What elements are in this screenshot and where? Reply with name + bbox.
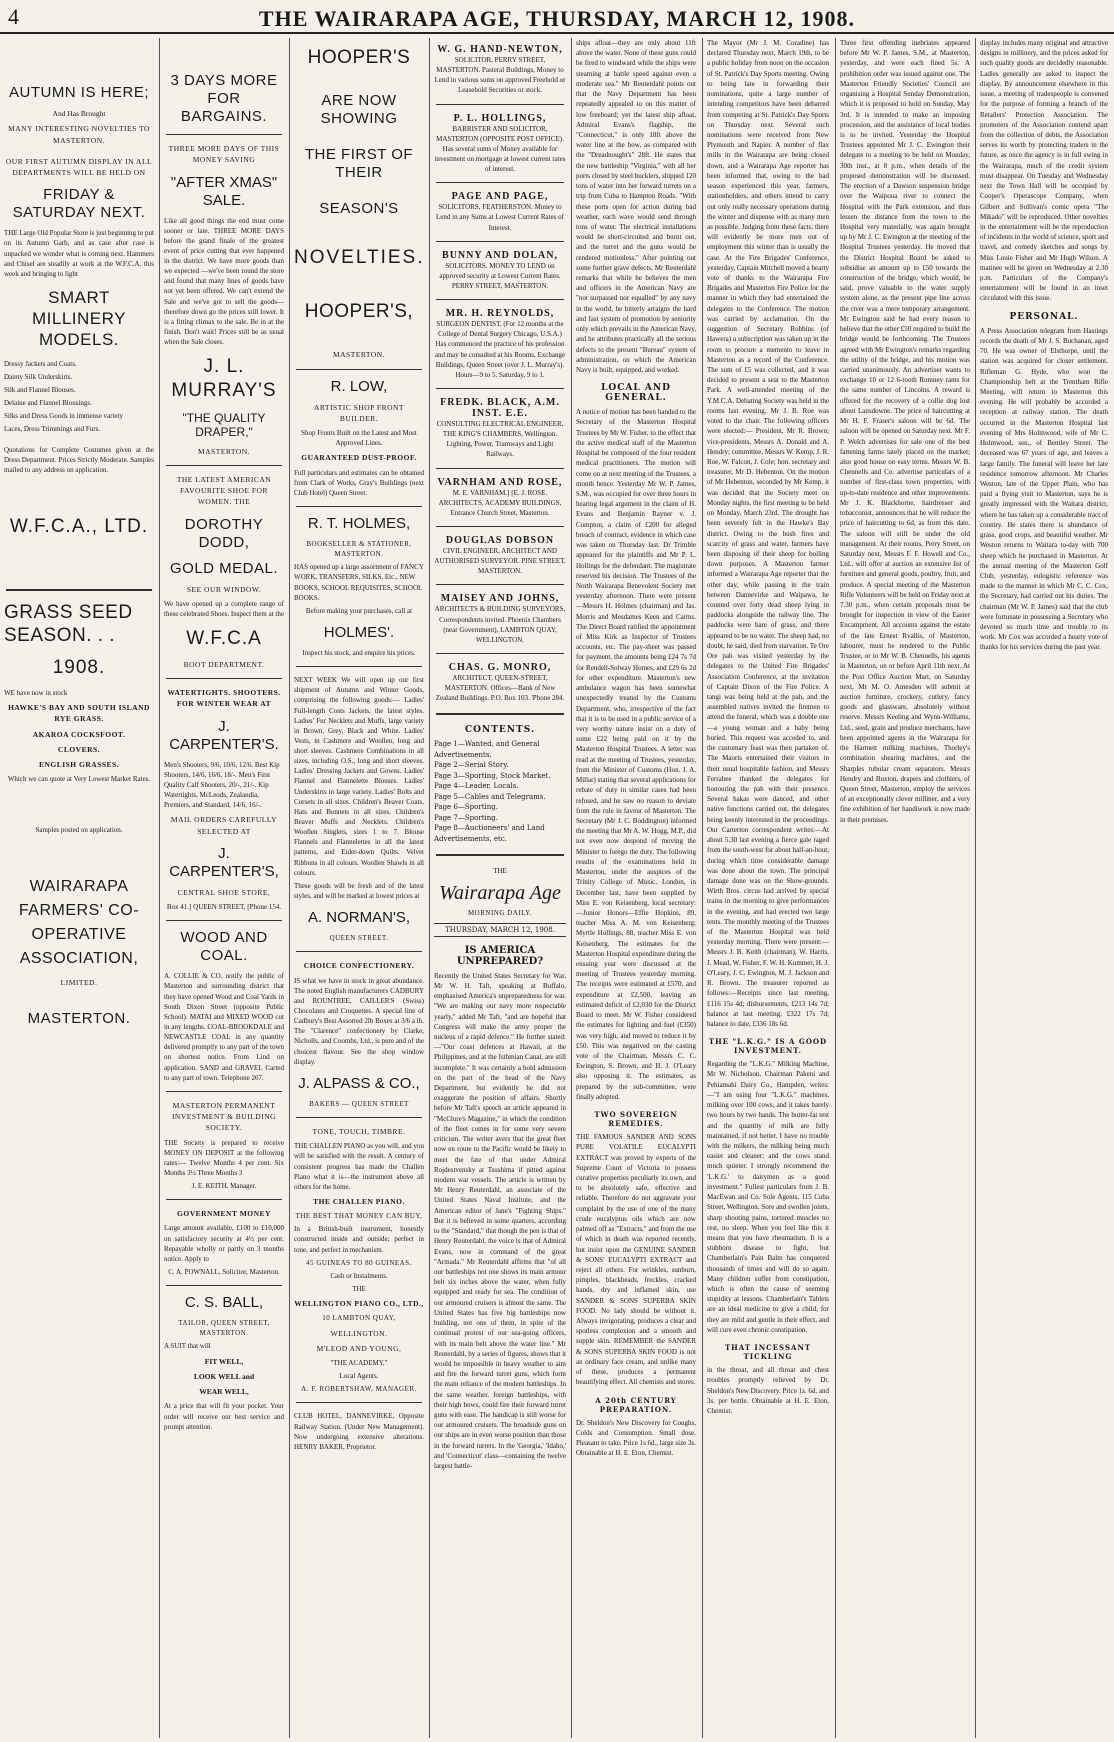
now-showing: ARE NOW SHOWING — [320, 91, 398, 127]
local-news-body: The Mayor (Mr J. M. Coradine) has declared Thursday next, March 19th, to be a public holiday from noon on the occasion of St. Patrick's Day Sports meeting. Owing to being late in forwarding their nominations, quite a large number of intending competitors have been debarred from competing at St. Patrick's Day Sports on Thursday next. Several such nominations were received from New Plymouth and Napier. A number of flax mills in the Wairarapa are being closed down, and a Wairarapa Age reporter has been informed that, owing to the bad season experienced this year, farmers, stationholders, and others intend to carry out only really necessary operations during the winter and dispense with as many men as possible. Judging from these facts, there will evidently be more men out of employment this winter than is usually the case. At the Fire Brigades' Conference, yesterday, Captain Mitchell moved a hearty vote of thanks to the Wairarapa Fire Brigades and Masterton Fire Police for the manner in which they had entertained the delegates to the Conference. The motion was carried by acclamation. On the suggestion of Secretary Robbins (of Hawera) a subscription was taken up in the room to procure a memento to leave in Masterton as a record of the Conference. The sum of £5 was collected, and it was decided to present a seat to the Masterton Park. A well-attended meeting of the Y.M.C.A. Debating Society was held in the rooms last evening. Mr J. B. Roe was voted to the chair. The following officers were elected:— President, Mr R. Brown; vice-presidents, Messrs A. Donald and A. Hendry; committee, Messrs W. Kemp, J. R. Roe, W. Falcon, J. Cole; hon. secretary and treasurer, Mr D. Hebenton. On the motion of Mr Hebenton, seconded by Mr Kemp, it was decided that the Society meet on Monday nights, the first meeting to be held on Monday, March 23rd. The drought has been severely felt in the Hawke's Bay district. Owing to the bush fires and scarcity of grass and water, farmers have been disposing of their sheep for boiling down purposes. A Masterton farmer informed a Wairarapa Age reporter that the other day, while passing in the train between Dannevirke and Waipawa, he counted over forty dead sheep lying in paddocks alongside the railway line. The paddocks were bare of grass, and there appeared to be no water. The sheep had, no doubt, he said, died from starvation. Te Ore Ore pah was visited yesterday by the delegates to the United Fire Brigades' Association Conference, at the invitation of Captain Dixon of the Fire Police. A tangi was being held at the pah, and the assembled natives invited the firemen to attend the funeral, which was a double one—a young woman and a baby being buried. This request was acceded to, and the customary feast was then partaken of. The Maoris entertained their visitors in their usual hospitable fashion, and Messrs Ferrabee thanked the delegates for honouring the pah with their presence. Several hakas were danced, and other native functions carried out, the delegates being keenly interested in the proceedings. Our Carterton correspondent writes:—At about 5.30 last evening a fierce gale raged from the south-west for about half-an-hour, during which time considerable damage was done about the town. The principal damage done was on the Show-grounds. Wirth Bros. circus had arrived by special trains in the morning to give performances in the evening, and had erected two large tents. The monthly meeting of the Trustees of the Masterton Hospital was held yesterday morning. There were present:—Messrs J. B. Keith (chairman), W. Harris, J. Mead, W. Fisher, F. W. H. Kummer, H. J. O'Leary, J. C. Ewington, M. J. Jackson and R. Brown. The treasurer reported as follows:—Receipts since last meeting, £116 15s 4d; disbursements, £213 14s 7d; balance at last meeting, £322 17s 7d; balance to date, £336 18s 6d. — [707, 39, 830, 1028]
tickling-body: in the throat, and all throat and chest troubles promptly relieved by Dr. Sheldon's New Discovery. Price 1s. 6d. and 3s. per bottle. Obtainable at H. E. Eton, Chemist. — [707, 1366, 829, 1415]
murray-town: MASTERTON. — [197, 446, 251, 456]
suit-intro: A SUIT that will — [164, 1342, 211, 1351]
card: PAGE AND PAGE, SOLICITORS, FEATHERSTON. Money to Lend in any Sums at Lowest Current Rates of Interest. — [436, 191, 564, 232]
column-7 — [836, 38, 974, 1738]
card: P. L. HOLLINGS, BARRISTER AND SOLICITOR, MASTERTON (OPPOSITE POST OFFICE). Has several sums of Money available for investment on mortgage at lowest current rates of interest. — [434, 112, 566, 174]
hooper-name-2: HOOPER'S, — [304, 300, 414, 322]
farmers-town: MASTERTON. — [27, 1009, 131, 1027]
alpass-ad — [294, 960, 424, 1109]
carpenter-name: J. CARPENTER'S. — [169, 717, 279, 753]
column-4 — [430, 38, 570, 1738]
column-3 — [290, 38, 428, 1738]
contents-item: Page 4—Leader, Locals. — [434, 782, 519, 791]
shoe-medal: GOLD MEDAL. — [169, 559, 279, 577]
building-society-ad — [164, 1100, 284, 1191]
lambton: 10 LAMBTON QUAY, — [322, 1314, 396, 1323]
card: MR. H. REYNOLDS, SURGEON DENTIST, (For 12 months at the College of Dental Surgery Chicago, U.S.A.) Has commenced the practice of his profession and may be consulted at his Rooms, Exchange Buildings, Queen Street (over J. L. Murray's). Hours—9 to 5. Saturday, 9 to 1. — [434, 308, 566, 379]
page-number: 4 — [8, 4, 19, 29]
low-trade: ARTISTIC SHOP FRONT BUILDER. — [313, 402, 405, 423]
murray-name: J. L. MURRAY'S — [171, 356, 277, 402]
leader-article-cont: ships afloat—they are only about 11ft above the water. None of these guns could be fired to windward while the ships were steaming at battle speed against even a moderate sea." Mr Reuterdahl points out that the Navy Department has been repeatedly appealed to on this matter of low freeboard; yet the latest ship afloat, Admiral Evans's flagship, the "Connecticut," is only 18ft above the water line at the bow, as compared with the "Dreadnought's" 28ft. He states that the new battleship "Virginia," with all her ports closed by steel bucklers, shipped 120 tons of water into her forward turrets on a trip from Cuba to Hampton Roads. "With these ports open for action during bad weather, each wave would send through tons of water. The electrical installations would be short-circuited and burnt out, and the turret and the guns would be rendered motionless." After pointing out some further grave defects, Mr Reuterdahl remarks that while he believes the men and officers in the American Navy are "not surpassed nor equalled" by any navy in the world, he bitterly arraigns the hard and fast system of promotion by seniority only which prevails in the American Navy, and he attributes practically all the serious defects to the present "Bureau" system of administration, on which the American Navy is built, equipped, and worked. — [576, 39, 696, 374]
norman-body-2: These goods will be fresh and of the latest styles, and will be marked at lowest prices at — [294, 881, 424, 901]
water-heading: WATERTIGHTS. SHOOTERS. FOR WINTER WEAR AT — [167, 688, 281, 709]
hooper-town: MASTERTON. — [332, 350, 386, 360]
novelties: NOVELTIES. — [294, 246, 425, 268]
shoe-intro: THE LATEST AMERICAN FAVOURITE SHOE FOR WOMEN. THE — [176, 474, 272, 507]
challen-piano-ad — [294, 1126, 424, 1395]
grass-quote: Which we can quote at Very Lowest Market Rates. — [7, 775, 151, 784]
ball-tailor-ad — [164, 1294, 284, 1432]
card: CHAS. G. MONRO, ARCHITECT, QUEEN-STREET, MASTERTON. Offices—Bank of New Zealand Buildings. P.O. Box 103. 'Phone 284. — [435, 661, 565, 703]
holmes-name-2: HOLMES'. — [323, 623, 395, 641]
card: FREDK. BLACK, A.M. INST. E.E. CONSULTING ELECTRICAL ENGINEER, THE KING'S CHAMBERS, Wellington. Lighting, Power, Tramways and Light Railways. — [436, 396, 564, 459]
millinery-item: Delaine and Flannel Blousings. — [4, 399, 92, 408]
suit-body: At a price that will fit your pocket. Your order will receive our best service and prompt attention. — [164, 1402, 284, 1431]
contents-item: Page 3—Sporting, Stock Market. — [434, 771, 551, 780]
wellington: WELLINGTON. — [330, 1328, 388, 1338]
challen-heading: THE CHALLEN PIANO. — [313, 1196, 405, 1206]
local-news-body-3: display includes many original and attractive designs in millinery, and the prices asked for such quality goods are decidedly reasonable. Ladies generally are asked to inspect the display. By announcement elsewhere in this issue, a meeting of tradespeople is convened for the purpose of forming a branch of the Retailers' Protection Association. The promoters of the Association contend apart from the collection of debts, the Association serves its worth by protecting traders in the future, as once the agency is in full swing in the Wairarapa, much of the credit system must disappear. On Tuesday and Wednesday next the Town Hall will be occupied by Cooper's Operascope Company, when Gilbert and Sullivan's comic opera "The Mikado" will be reproduced. Other novelties in the entertainment will be the reproduction of incidents in the world of science, sport and travel, and comedy sketches and songs by Miss Louie Fisher and Mr Hugh Wilson. A matinee will be given on Wednesday at 2.30 p.m. Particulars of the Company's entertainment will be found in an inset circulated with this issue. — [980, 39, 1108, 303]
days-heading: 3 DAYS MORE FOR BARGAINS. — [170, 72, 278, 125]
card: DOUGLAS DOBSON CIVIL ENGINEER, ARCHITECT AND AUTHORISED SURVEYOR. PINE STREET, MASTERTON. — [434, 534, 566, 576]
quotations-text: Quotations for Complete Costumes given at the Dress Department. Prices Strictly Moderate. Samples mailed to any address on application. — [4, 445, 154, 474]
cash: Cash or Instalments. — [330, 1271, 388, 1280]
dorothy-dodd-ad — [164, 474, 284, 670]
grass-item: ENGLISH GRASSES. — [38, 760, 120, 770]
quality-draper: "THE QUALITY DRAPER," — [182, 410, 266, 440]
first-of-their: THE FIRST OF THEIR — [304, 145, 414, 181]
nameplate-the: THE — [493, 867, 507, 876]
farmers-heading: WAIRARAPA FARMERS' CO-OPERATIVE ASSOCIATION, — [18, 877, 140, 967]
three-more-days: THREE MORE DAYS OF THIS MONEY SAVING — [168, 144, 280, 165]
column-6 — [703, 38, 833, 1738]
grass-heading: GRASS SEED SEASON. . . — [4, 601, 133, 647]
govt-sig: C. A. POWNALL, Solicitor, Masterton. — [168, 1268, 280, 1277]
govt-heading: GOVERNMENT MONEY — [177, 1209, 271, 1219]
low-body-2: Full particulars and estimates can be obtained from Clark of Works, Gray's Buildings (next Club Hotel) Queen Street. — [294, 468, 424, 497]
contents-item: Page 2—Serial Story. — [434, 761, 509, 770]
academy: "THE ACADEMY," — [330, 1359, 388, 1368]
remedies-body: THE FAMOUS SANDER AND SONS PURE VOLATILE EUCALYPTI EXTRACT was proved by experts of the Supreme Court of Victoria to possess curative properties peculiarly its own, and to be absolutely safe, effective and reliable. Therefore do not aggravate your complaint by the use of one of the many crude eucalyptus oils which are now palmed off as "Extracts," and from the use of which in death was reported recently, but insist upon the GENUINE SANDER & SONS' EUCALYPTI EXTRACT and reject all others. For wrinkles, sunburn, pimples, blackheads, freckles, cracked hands, dry and inflamed skin, use SANDER & SONS SUPERBA SKIN FOOD. No lady should be without it. Always invigorating, produces a clear and spotless complexion and a smooth and supple skin. REMEMBER the SANDER & SONS SUPERBA SKIN FOOD is not an ordinary face cream, and unlike many of these, produces a permanent beautifying effect. All chemists and stores. — [576, 1133, 696, 1387]
mcleod-young: M'LEOD AND YOUNG, — [316, 1343, 402, 1353]
low-body: Shop Fronts Built on the Latest and Most Approved Lines. — [301, 429, 417, 448]
robertshaw: A. F. ROBERTSHAW, MANAGER. — [301, 1385, 417, 1394]
newspaper-title: THE WAIRARAPA AGE, THURSDAY, MARCH 12, 1908. — [258, 6, 856, 31]
challen-body-2: In a British-built instrument, honestly constructed inside and outside; perfect in tone, and perfect in mechanism. — [294, 1225, 424, 1254]
column-5 — [572, 38, 700, 1738]
ball-name: C. S. BALL, — [184, 1294, 264, 1312]
norman-ad — [294, 675, 424, 943]
hooper-name: HOOPER'S — [307, 47, 411, 68]
choice-heading: CHOICE CONFECTIONERY. — [303, 961, 415, 971]
agents: Local Agents. — [339, 1372, 379, 1381]
grass-stock: WE have now in stock — [4, 688, 68, 697]
the-label: THE — [352, 1285, 366, 1294]
nameplate: Wairarapa Age — [439, 882, 561, 905]
govt-body: Large amount available, £100 to £10,000 on satisfactory security at 4½ per cent. Repayable wholly or partly on 3 months notice. Apply to — [164, 1224, 284, 1263]
leader-headline: IS AMERICA UNPREPARED? — [456, 944, 544, 967]
carpenter-name-2: J. CARPENTER'S, — [169, 844, 279, 880]
column-2 — [160, 38, 288, 1738]
challen-tag: THE BEST THAT MONEY CAN BUY, — [295, 1212, 423, 1221]
millinery-heading: SMART MILLINERY MODELS. — [32, 287, 126, 350]
millinery-list — [4, 359, 154, 435]
wood-coal-ad — [164, 929, 284, 1083]
column-8 — [976, 38, 1112, 1738]
farmers-ltd: LIMITED. — [60, 977, 98, 987]
mail-orders: MAIL ORDERS CAREFULLY SELECTED AT — [170, 815, 278, 836]
millinery-item: Dressy Jackets and Coats. — [4, 359, 77, 368]
seasons: SEASON'S — [319, 199, 399, 217]
professional-cards — [434, 44, 566, 703]
norman-name: A. NORMAN'S, — [307, 909, 411, 927]
preparation-heading: A 20th CENTURY PREPARATION. — [595, 1395, 677, 1414]
card: MAISEY AND JOHNS, ARCHITECTS & BUILDING SURVEYORS, Correspondents invited. Phoenix Chambers (near Government), LAMBTON QUAY, WELLINGTON. — [434, 593, 566, 644]
grass-item: HAWKE'S BAY AND SOUTH ISLAND RYE GRASS. — [8, 703, 150, 724]
suit-line: LOOK WELL and — [193, 1371, 255, 1381]
remedies-heading: TWO SOVEREIGN REMEDIES. — [594, 1110, 678, 1129]
contents-heading: CONTENTS. — [464, 725, 536, 736]
building-heading: MASTERTON PERMANENT INVESTMENT & BUILDING SOCIETY. — [171, 1100, 277, 1133]
norman-street: QUEEN STREET. — [329, 934, 389, 943]
card: W. G. HAND-NEWTON, SOLICITOR, PERRY STREET, MASTERTON. Pasteral Buildings, Money to Lend in various sums on approved Freehold or Leasehold Securities or stock. — [434, 44, 566, 95]
water-body: Men's Shooters, 9/6, 10/6, 12/6. Best Kip Shooters, 14/6, 16/6, 18/-. Men's First Quality Calf Shooters, 20/-, 21/-. Kip Watertights, McLeods, Zealandia, Premiers, and Standard, 14/6, 16/-. — [164, 760, 280, 810]
contents-item: Page 8—Auctioneers' and Land Advertisements, etc. — [434, 824, 545, 843]
shoe-name: DOROTHY DODD, — [184, 515, 264, 551]
shoe-window: SEE OUR WINDOW. — [186, 584, 262, 594]
column-1 — [0, 38, 158, 1738]
tone-touch-timbre: TONE, TOUCH, TIMBRE. — [312, 1126, 406, 1136]
local-general-heading: LOCAL AND GENERAL. — [601, 383, 671, 404]
alpass-name: J. ALPASS & CO., — [298, 1074, 420, 1092]
low-builder-ad — [294, 378, 424, 498]
holmes-trade: BOOKSELLER & STATIONER, MASTERTON. — [306, 539, 412, 559]
issue-date: THURSDAY, MARCH 12, 1908. — [434, 923, 566, 937]
contents-item: Page 5—Cables and Telegrams. — [434, 792, 546, 801]
guineas: 45 GUINEAS TO 80 GUINEAS. — [306, 1258, 412, 1267]
holmes-name: R. T. HOLMES, — [307, 514, 411, 532]
autumn-heading: AUTUMN IS HERE; — [8, 84, 149, 101]
holmes-ad — [294, 515, 424, 658]
ball-trade: TAILOR, QUEEN STREET, MASTERTON. — [178, 1319, 270, 1338]
display-body: THE Large Old Popular Store is just beginning to put on its Autumn Garb, and as case after case is unpacked we wonder what is coming next. Hammers and Chisel are steadily at work at the W.F.C.A. this week and bringing to light — [4, 229, 154, 278]
lkg-heading: THE "L.K.G." IS A GOOD INVESTMENT. — [708, 1037, 828, 1056]
wood-heading: WOOD AND COAL. — [180, 929, 268, 965]
local-news-body-2: Three first offending inebriates appeared before Mr W. P. James, S.M., at Masterton, yesterday, and were each fined 5s. A prohibition order was issued against one. The Masterton Friendly Societies' Council are organising a Hospital Sunday Demonstration, which it is proposed to hold on Sunday, May 3rd. It is intended to make an imposing procession, and the assistance of local bodies is to be invited. Yesterday the Hospital Trustees appointed Mr J. C. Ewington their delegate to a meeting to be held on Monday, 30th inst., at 8 p.m., when details of the proposed demonstration will be discussed. The erection of a Dawson suspension bridge over the Waipoua river to connect the Hospital with the Park extension, and thus lessen the distance from the town to the Hospital very materially, was again brought up by Mr J. C. Ewington at the meeting of the Hospital Trustees yesterday. He moved that the District Hospital Board be asked to subsidise an amount up to £50 towards the construction of the bridge, which would, he said, prove valuable to the water supply system alone, as the present pipe line across the river was a mere temporary arrangement. Mr Ewington said he had every reason to believe that the other £50 required to build the bridge would be forthcoming. The Trustees agreed with Mr Ewington's remarks regarding the utility of the bridge, and his motion was carried unanimously. An advertiser wants to exchange 10 or 12 6-tooth Romney rams for the same number of Lincolns. A reward is offered for the recovery of a collie dog lost about Lansdowne. The price of haircutting at Mr H. F. Fraser's saloon will be 6d. The saloon will be opened on Saturday next. Mr F. P. Welch advertises for sale one of the best fattening farms lately placed on the market; also good house on easy terms. Messrs W. B. Chennells and Co. advertise particulars of a number of first-class town properties, with up-to-date residence and other improvements. Mr J. K. Blackhorne, hairdresser and tobacconist, announces that he will reduce the price of haircutting to 6d, as from this date. The saloon will still be under the old management. At their rooms, Perry Street, on Saturday next, Messrs F. F. Howell and Co., Ltd., will offer at auction an extensive list of furniture and general goods, poultry, fruit, and produce. A special meeting of the Masterton Rifle Volunteers will be held on Friday next at 7.30 p.m., when certain proposals must be brought for inspection in view of the Easter Encampment. All accounts against the estate of the late Ernest Rvallis, of Masterton, labourer, must be rendered to the Public Trustee, or to Mr W. B. Chennells, his agents in Masterton, on or before April 11th next. At the Post Office Auction Mart, on Saturday next, Mr M. O. Amesden will submit at auction furniture, crockery, cutlery, fancy goods and glassware, absolutely without reserve. Messrs Keeling and Wynn-Williams, Ltd., seed, grain and produce merchants, have been appointed agents in the Wairarapa for the Hartnett milking machines, Thorley's combination shearing machines, and the Sharples tubular cream separators. Messrs Hendry and Buxton, drapers and clothiers, of Queen Street, Masterton, employ the services of an exceptionally clever milliner, and a very fine exhibition of her handiwork is now made in their premises. — [840, 39, 970, 824]
wellington-piano: WELLINGTON PIANO CO., LTD., — [294, 1299, 424, 1309]
personal-heading: PERSONAL. — [1009, 311, 1079, 322]
shoe-store: CENTRAL SHOE STORE, — [177, 887, 271, 897]
millinery-item: Silks and Dress Goods in immense variety — [4, 412, 123, 421]
millinery-item: Dainty Silk Underskirts. — [4, 372, 73, 381]
nameplate-sub: MORNING DAILY. — [467, 909, 533, 918]
contents-item: Page 1—Wanted, and General Advertisements. — [434, 740, 540, 759]
sale-body: Like all good things the end must come sooner or late. THREE MORE DAYS before the grand finale of the greatest event of price cutting that ever happened in the district. We have more goods than we expected —we've been round the store and found that many lines of goods have not yet been offered. We can't extend the Sale and we've got to sell the goods—therefore down go the prices still lower. It is a fitting climax to the sale. Be in at the finish. Don't wait! Prices still be as usual when the Sale closes. — [164, 216, 284, 347]
card: BUNNY AND DOLAN, SOLICITORS. MONEY TO LEND on approved security at Lowest Current Rates. PERRY STREET, MASTERTON. — [439, 249, 561, 290]
grass-year: 1908. — [52, 657, 106, 679]
display-intro: OUR FIRST AUTUMN DISPLAY IN ALL DEPARTMENTS WILL BE HELD ON — [5, 156, 153, 177]
millinery-item: Laces, Dress Trimmings and Furs. — [4, 425, 101, 434]
murray-sale-ad — [164, 72, 284, 457]
tickling-heading: THAT INCESSANT TICKLING — [724, 1343, 812, 1362]
lkg-body: Regarding the "L.K.G." Milking Machine, Mr W. Nicholson, Chairman Pakeni and Pehiamahi Dairy Co., Hampden, writes:—"I am using four "L.K.G." machines, milking over 100 cows, and it takes barely two hours by two hands. The butter-fat test and the quantity of milk are fully maintained, if not better. I have no trouble with the milkers, the milking being much easier and cleaner; and the cows stand much quieter. I strongly recommend the 'L.K.G.' to dairymen as a good investment." Fullest particulars from J. B. MacEwan and Co. Sole Agents, 115 Cuba Street, Wellington. Sore and swollen joints, sharp shooting pains, tortured muscles no rest, no sleep. When you feel like this it means that you have rheumatism. It is a stubborn disease to fight, but Chamberlain's Pain Balm has conquered thousands of times and will do so again. Many children suffer from constipation, which is often the cause of seeming stupidity at lessons. Chamberlain's Tablets are an ideal medicine to give a child, for they are mild and gentle in their effect, and will cure even chronic constipation. — [707, 1060, 829, 1334]
millinery-item: Silk and Flannel Blouses. — [4, 385, 76, 394]
carpenter-ad — [164, 687, 284, 912]
government-money-ad — [164, 1208, 284, 1277]
box-phone: Box 41.] QUEEN STREET, [Phone 154. — [166, 903, 282, 912]
autumn-ad — [4, 84, 154, 539]
suit-line: FIT WELL, — [204, 1356, 244, 1366]
choice-body: IS what we have in stock in great abundance. The noted English manufacturers CADBURY and ROUNTREE, CAILLER'S (Swiss) Chocolates and Croquettes. A special line of Cadbury's Best Assorted 2lb Boxes at 3/6 a lb. The "Clarence" confectionery by Clarke, Nicholls, and Coombs, Ltd., is pure and of the choicest flavour. See the shop window display. — [294, 976, 424, 1066]
display-days: FRIDAY & SATURDAY NEXT. — [12, 186, 146, 222]
card: VARNHAM AND ROSE, M. E. VARNHAM.] [E. J. ROSE. ARCHITECTS, ACADEMY BUILDINGS, Entrance Church Street, Masterton. — [437, 476, 563, 517]
holmes-before: Before making your purchases, call at — [305, 606, 413, 615]
personal-body: A Press Association telegram from Hastings records the death of Mr J. S. Buchanan, aged 70. He was owner of Elsthorpe, until the station was acquired for closer settlement. Rifleman G. Hyde, who won the Championship belt at the Trentham Rifle Meeting, will return to Masterton this evening. He will probably be accorded a reception at railway station. The death occurred in the Masterton Hospital last evening of Mrs Holmwood, wife of Mr C. Holmwood, sen., of Bentley Street. The deceased was 67 years of age, and leaves a large family. The funeral will leave her late residence tomorrow afternoon. Mr Charles Weston, late of the Upper Plain, who has paid a flying visit to Masterton, says he is greatly impressed with the Waitara district, where he has taken up a considerable tract of country. He states there is abundance of grass, good crops, and beautiful weather. Mr Weston returns to Waitara to-day with 700 sheep which he purchased in Masterton. At the annual meeting of the Masterton Golf Club, yesterday, eulogistic reference was made to the manner in which Mr C. C. Cox, the Secretary, had carried out his duties. The chairman (Mr W. P. James) said that the club were fortunate in possessing a Secretary who devoted so much time and trouble to its work. Mr Cox was accorded a hearty vote of thanks for his services during the past year. — [980, 326, 1108, 652]
grass-seed-ad — [4, 601, 154, 1028]
wood-body: A. COLLIE & CO. notify the public of Masterton and surrounding district that they have opened Wood and Coal Yards in South Dixon Street (opposite Public School). MATAI and MIXED WOOD cut in any lengths. COAL-BROOKDALE and NEWCASTLE COAL in any quantity delivered promptly to any part of the town on shortest notice. From Lind on application. SAND and GRAVEL Carted to any part of town. Telephone 267. — [164, 972, 284, 1082]
shoe-dept: BOOT DEPARTMENT. — [183, 659, 265, 669]
low-name: R. LOW, — [330, 377, 388, 395]
masthead — [0, 0, 1114, 34]
contents-item: Page 7—Sporting. — [434, 813, 498, 822]
club-hotel-ad: CLUB HOTEL, DANNEVIRKE, Opposite Railway Station. (Under New Management). Now undergoing extensive alterations. HENRY BAKER, Proprietor. — [294, 1412, 424, 1451]
building-body: THE Society is prepared to receive MONEY ON DEPOSIT at the following rates:— Twelve Months 4 per cent. Six Months 3½ Three Months 3 — [164, 1138, 284, 1177]
shoe-wfca: W.F.C.A — [186, 628, 262, 650]
shoe-body: We have opened up a complete range of these celebrated Shoes. Inspect them at the — [164, 599, 284, 618]
suit-line: WEAR WELL, — [199, 1387, 249, 1397]
leader-article: Recently the United States Secretary for War, Mr W. H. Taft, speaking at Buffalo, emphasised America's unpreparedness for war. "We are making our navy more respectable yearly," added Mr Taft, "and are hopeful that Congress will make the army proper the nucleus of a rapid defence." He further stated:—"Our coast defences at Hawaii, at the Philippines, and at the Isthmian Canal, are still incomplete." It was certainly a bold admission on the part of the head of the Navy Department, but evidently he did not exaggerate the position of affairs. Shortly before Mr Taft's speech an article appeared in "McClure's Magazine," in which the condition of the fleet comes in for some very severe criticism. The writer avers that the great fleet now en route to the Pacific would be likely to meet the fate of that under Admiral Rojdestvensky at Tsushima if pitted against modern war vessels. The article is written by Mr Henry Reuterdahl, an associate of the United States Naval Institute, and the American editor of Jane's "Fighting Ships." But it is believed in some quarters, according to the "Standard," that though the pen is that of Henry Reuterdahl, the voice is that of Admiral Evans, now in command of the great "Armada." Mr Reuterdahl affirms that "of all our battleships not one shows its main armour belt six inches above the water, when fully equipped and ready for sea. The condition of our armoured cruisers is almost the same. The United States has five big battleships now building, not one of them, in spite of the continual protest of our sea-going officers, with its main belt above the water line." Mr Reuterdahl, by a series of figures, shows that it would be impossible in heavy weather to aim and fire the forward turret guns, which form the main reliance of the modern battleships. In the same weather, foreign battleships, with their high bows, could fire their forward turret guns with ease. The handicap is still worse for our armoured cruisers. The broadside guns on our ships are in even worse position than those in the forward turrets. In the 'Georgia,' 'Idaho,' and 'Connecticut' class—containing the twelve largest battle- — [434, 971, 566, 1471]
autumn-sub: And Has Brought — [52, 109, 106, 118]
contents-item: Page 6—Sporting. — [434, 803, 498, 812]
holmes-inspect: Inspect his stock, and enquire his prices. — [302, 648, 416, 657]
grass-item: AKAROA COCKSFOOT. — [32, 729, 126, 739]
grass-samples: Samples posted on application. — [35, 825, 123, 834]
contents-list — [434, 739, 566, 844]
building-sig: J. E. KEITH, Manager. — [191, 1182, 257, 1191]
local-general-body: A notice of motion has been handed to the Secretary of the Masterton Hospital Trustees by Mr W. Fisher, to the effect that the active medical staff of the Masterton Hospital be composed of the four resident medical practitioners. The motion will come on at next meeting of the Trustees, a month hence. Yesterday Mr W. P. James, S.M., was occupied for over three hours in hearing legal argument in the claim of H. Evans and Benjamin Rayner v. J. Compton, a claim of £200 for alleged breach of contract, evidence in which case was taken on Thursday last. Dr Trimble appeared for the plaintiffs and Mr P. L. Hollings for the defendant. The magistrate reserved his decision. The Trustees of the North Wairarapa Benevolent Society met yesterday afternoon. There were present —Messrs H. Holmes (chairman) and Jas. Morris and Mesdames Keen and Cairns. The Direct Board ratified the appointment of Miss Kirk as Inspector of Trustees accounts, etc. The pay-sheet was passed for payment, the amounts being £24 7s 7d for Rendell-Solway Homes, and £29 6s 2d for other expenditure. Masterton's new ambulance wagon has been somewhat unexpectedly treated by the Customs Department, who, irrespective of the fact that it is to be used in a public service of a very worthy nature insist on a duty of some £22 being paid on it by the Masterton Hospital Trustees. A letter was read at the meeting of Trustees, yesterday, from the Minister of Customs (Hon. J. A. Millar) stating that several applications for rebate of duty in similar cases had been refused, and he saw no reason to deviate from the rule in favour of Masterton. The Secretary (Mr J. C. Boddington) informed the meeting that Mr A. W. Hogg, M.P., did not even now despond of moving the Minister to forego the duty. The following results of the examinations held in Masterton, under the auspices of the Trinity College of Music, London, in December last, have been supplied by Miss E. von Keisenberg, local secretary:—Junior Honors—Effie Hopkins, 89, teacher Miss A. M. von Keisenberg; Myrtle Hollings, 88, teacher Miss E. von Keisenberg. The estimates for the Masterton Hospital expenditure during the ensuing year were discussed at the meeting of Trustees yesterday morning. The receipts were estimated at £570, and expenditure at £2,500, leaving an estimated deficit of £2,030 for the District Board to meet. Mr W. Fisher considered the estimates for lighting and fuel (£350) was very high, and moved to reduce it by £50. This was negatived on the casting vote of the Chairman, Messrs C. C. Ewington, S. Brown, and H. J. O'Leary also opposing it. The estimates, as prepared by the sub-committee, were finally adopted. — [576, 408, 696, 1101]
holmes-body: HAS opened up a large assortment of FANCY WORK, TRANSFERS, SILKS, Etc., NEW BOOKS, SCHOOL REQUISITES, SCHOOL BOOKS. — [294, 563, 424, 602]
preparation-body: Dr. Sheldon's New Discovery for Coughs, Colds and Consumption. Small dose. Pleasant to take. Price 1s 6d., large size 3s. Obtainable at H. E. Eton, Chemist. — [576, 1418, 697, 1458]
autumn-novelties: MANY INTERESTING NOVELTIES TO MASTERTON. — [8, 124, 150, 145]
grass-item: CLOVERS. — [57, 744, 101, 754]
sale-heading: "AFTER XMAS" SALE. — [170, 173, 278, 209]
hoopers-ad — [294, 46, 424, 361]
low-guarantee: GUARANTEED DUST-PROOF. — [301, 453, 417, 463]
wfca-heading: W.F.C.A., LTD. — [9, 515, 149, 537]
challen-body: THE CHALLEN PIANO as you will, and you will be satisfied with the result. A century of consistent progress has made the Challen Piano what it is—the instrument above all others for the home. — [294, 1142, 424, 1191]
norman-body: NEXT WEEK We will open up our first shipment of Autumn and Winter Goods, comprising the following goods:— Ladies' Full-length Costs Jackets, the latest styles. Ladies' Fur Necklets and Muffs, large variety in Brown, Grey, Black and White. Ladies' Vests, in Cashmere and Woollen, long and short sleeves. Cashmere Combinations in all sizes, including O.S., long and short sleeves. Ladies' Dressing Jackets and Gowns. Ladies' Flannel and Flannelette Blouses. Ladies' Underskirts in large variety. Ladies' Bolts and Corsets in all sizes. Children's Beaver Coats, Hats and Bonnets in all sizes. Children's Beaver Muffs and Necklets. Children's Woollen Singlets, sizes 1 to 7. Blouse Flannels and Flannelettes in all the latest patterns, and Eider-down Quilts. Velvet Ribbons in all colours. Woollen Shawls in all colours. — [294, 676, 424, 877]
alpass-street: BAKERS — QUEEN STREET — [309, 1099, 409, 1108]
